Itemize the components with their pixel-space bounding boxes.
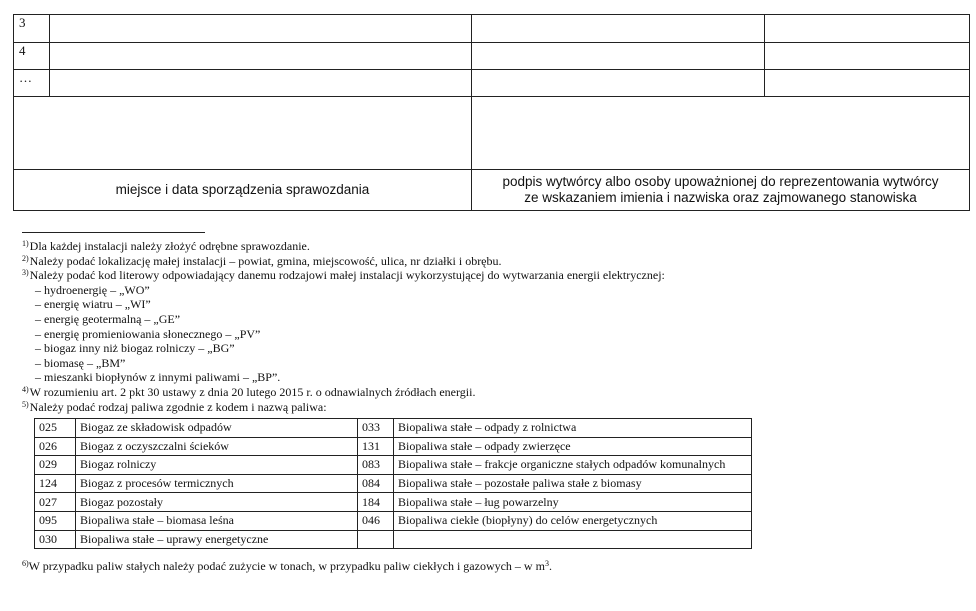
unit-superscript: 3: [544, 559, 549, 568]
footnote-separator: [22, 232, 205, 233]
place-date-label: miejsce i data sporządzenia sprawozdania: [14, 170, 472, 211]
footnote-3: [22, 268, 962, 283]
footnote-5: [22, 400, 962, 415]
table-cell[interactable]: [50, 43, 472, 70]
fuel-code: 025: [35, 419, 76, 438]
footnote-text: W rozumieniu art. 2 pkt 30 ustawy z dnia 20 lutego 2015 r. o odnawialnych źródłach energii.: [29, 384, 476, 399]
signature-area-row: [14, 97, 970, 170]
footnote-2: [22, 254, 962, 269]
fuel-name: Biogaz rolniczy: [76, 456, 358, 475]
table-row: [35, 419, 752, 438]
fuel-code: 095: [35, 511, 76, 530]
footnote-6: [22, 559, 552, 574]
list-item: – energię geotermalną – „GE”: [35, 311, 181, 326]
row-number: 4: [14, 43, 50, 70]
row-number: 3: [14, 15, 50, 43]
list-item: – energię promieniowania słonecznego – „PV”: [35, 326, 261, 341]
list-item: – hydroenergię – „WO”: [35, 282, 150, 297]
footnote-text: Należy podać lokalizację małej instalacji – powiat, gmina, miejscowość, ulica, nr działki i obrębu.: [29, 253, 502, 268]
fuel-code: 030: [35, 530, 76, 549]
place-date-field[interactable]: [14, 97, 472, 170]
fuel-name: Biogaz z procesów termicznych: [76, 474, 358, 493]
fuel-code: 029: [35, 456, 76, 475]
fuel-code: 033: [358, 419, 394, 438]
footnote-4: [22, 385, 962, 400]
table-cell[interactable]: [472, 70, 765, 97]
table-row: [14, 43, 970, 70]
fuel-code: 027: [35, 493, 76, 512]
list-item: – energię wiatru – „WI”: [35, 297, 151, 312]
footnote-1: [22, 239, 962, 254]
fuel-code: 124: [35, 474, 76, 493]
table-row: [35, 474, 752, 493]
fuel-code: 046: [358, 511, 394, 530]
table-cell[interactable]: [50, 70, 472, 97]
table-row: [35, 456, 752, 475]
fuel-code: 131: [358, 437, 394, 456]
table-cell[interactable]: [472, 43, 765, 70]
fuel-name: Biopaliwa stałe – odpady z rolnictwa: [394, 419, 752, 438]
footnote-end: .: [548, 559, 552, 573]
signature-labels-row: [14, 170, 970, 211]
signature-label-line1: podpis wytwórcy albo osoby upoważnionej do reprezentowania wytwórcy: [502, 174, 939, 189]
fuel-name: Biopaliwa ciekłe (biopłyny) do celów energetycznych: [394, 511, 752, 530]
fuel-name: Biopaliwa stałe – pozostałe paliwa stałe z biomasy: [394, 474, 752, 493]
report-table: [13, 14, 970, 211]
table-cell[interactable]: [765, 70, 970, 97]
footnotes: [22, 239, 962, 414]
list-item: – mieszanki biopłynów z innymi paliwami – „BP”.: [35, 370, 281, 385]
list-item: – biogaz inny niż biogaz rolniczy – „BG”: [35, 341, 235, 356]
fuel-code: 083: [358, 456, 394, 475]
fuel-name: [394, 530, 752, 549]
table-row: [35, 493, 752, 512]
footnote-mark: 4): [22, 384, 29, 394]
fuel-code: [358, 530, 394, 549]
table-cell[interactable]: [765, 43, 970, 70]
table-row: [35, 530, 752, 549]
table-row: [14, 15, 970, 43]
fuel-code: 026: [35, 437, 76, 456]
table-cell[interactable]: [765, 15, 970, 43]
fuel-name: Biopaliwa stałe – odpady zwierzęce: [394, 437, 752, 456]
fuel-name: Biogaz z oczyszczalni ścieków: [76, 437, 358, 456]
footnote-mark: 5): [22, 399, 29, 409]
footnote-mark: 6): [22, 559, 29, 568]
fuel-name: Biopaliwa stałe – biomasa leśna: [76, 511, 358, 530]
footnote-text: Należy podać kod literowy odpowiadający danemu rodzajowi małej instalacji wykorzystującej do wytwarzania energii elektrycznej:: [29, 268, 665, 283]
footnote-mark: 1): [22, 239, 29, 248]
row-number: …: [14, 70, 50, 97]
signature-label-line2: ze wskazaniem imienia i nazwiska oraz zajmowanego stanowiska: [524, 190, 917, 205]
table-row: [35, 511, 752, 530]
fuel-name: Biogaz pozostały: [76, 493, 358, 512]
table-cell[interactable]: [472, 15, 765, 43]
list-item: – biomasę – „BM”: [35, 355, 126, 370]
footnote-text: Należy podać rodzaj paliwa zgodnie z kodem i nazwą paliwa:: [29, 399, 327, 414]
fuel-name: Biogaz ze składowisk odpadów: [76, 419, 358, 438]
footnote-mark: 2): [22, 253, 29, 263]
fuel-name: Biopaliwa stałe – frakcje organiczne stałych odpadów komunalnych: [394, 456, 752, 475]
fuel-name: Biopaliwa stałe – uprawy energetyczne: [76, 530, 358, 549]
footnote-mark: 3): [22, 268, 29, 278]
table-row: [35, 437, 752, 456]
footnote-text: Dla każdej instalacji należy złożyć odrębne sprawozdanie.: [29, 239, 310, 253]
fuel-code-table: [34, 418, 752, 549]
footnote-text: W przypadku paliw stałych należy podać zużycie w tonach, w przypadku paliw ciekłych i gazowych – w m: [28, 559, 545, 573]
table-row: [14, 70, 970, 97]
fuel-code: 084: [358, 474, 394, 493]
signature-field[interactable]: [472, 97, 970, 170]
fuel-code: 184: [358, 493, 394, 512]
fuel-name: Biopaliwa stałe – ług powarzelny: [394, 493, 752, 512]
signature-label: [472, 170, 970, 211]
table-cell[interactable]: [50, 15, 472, 43]
